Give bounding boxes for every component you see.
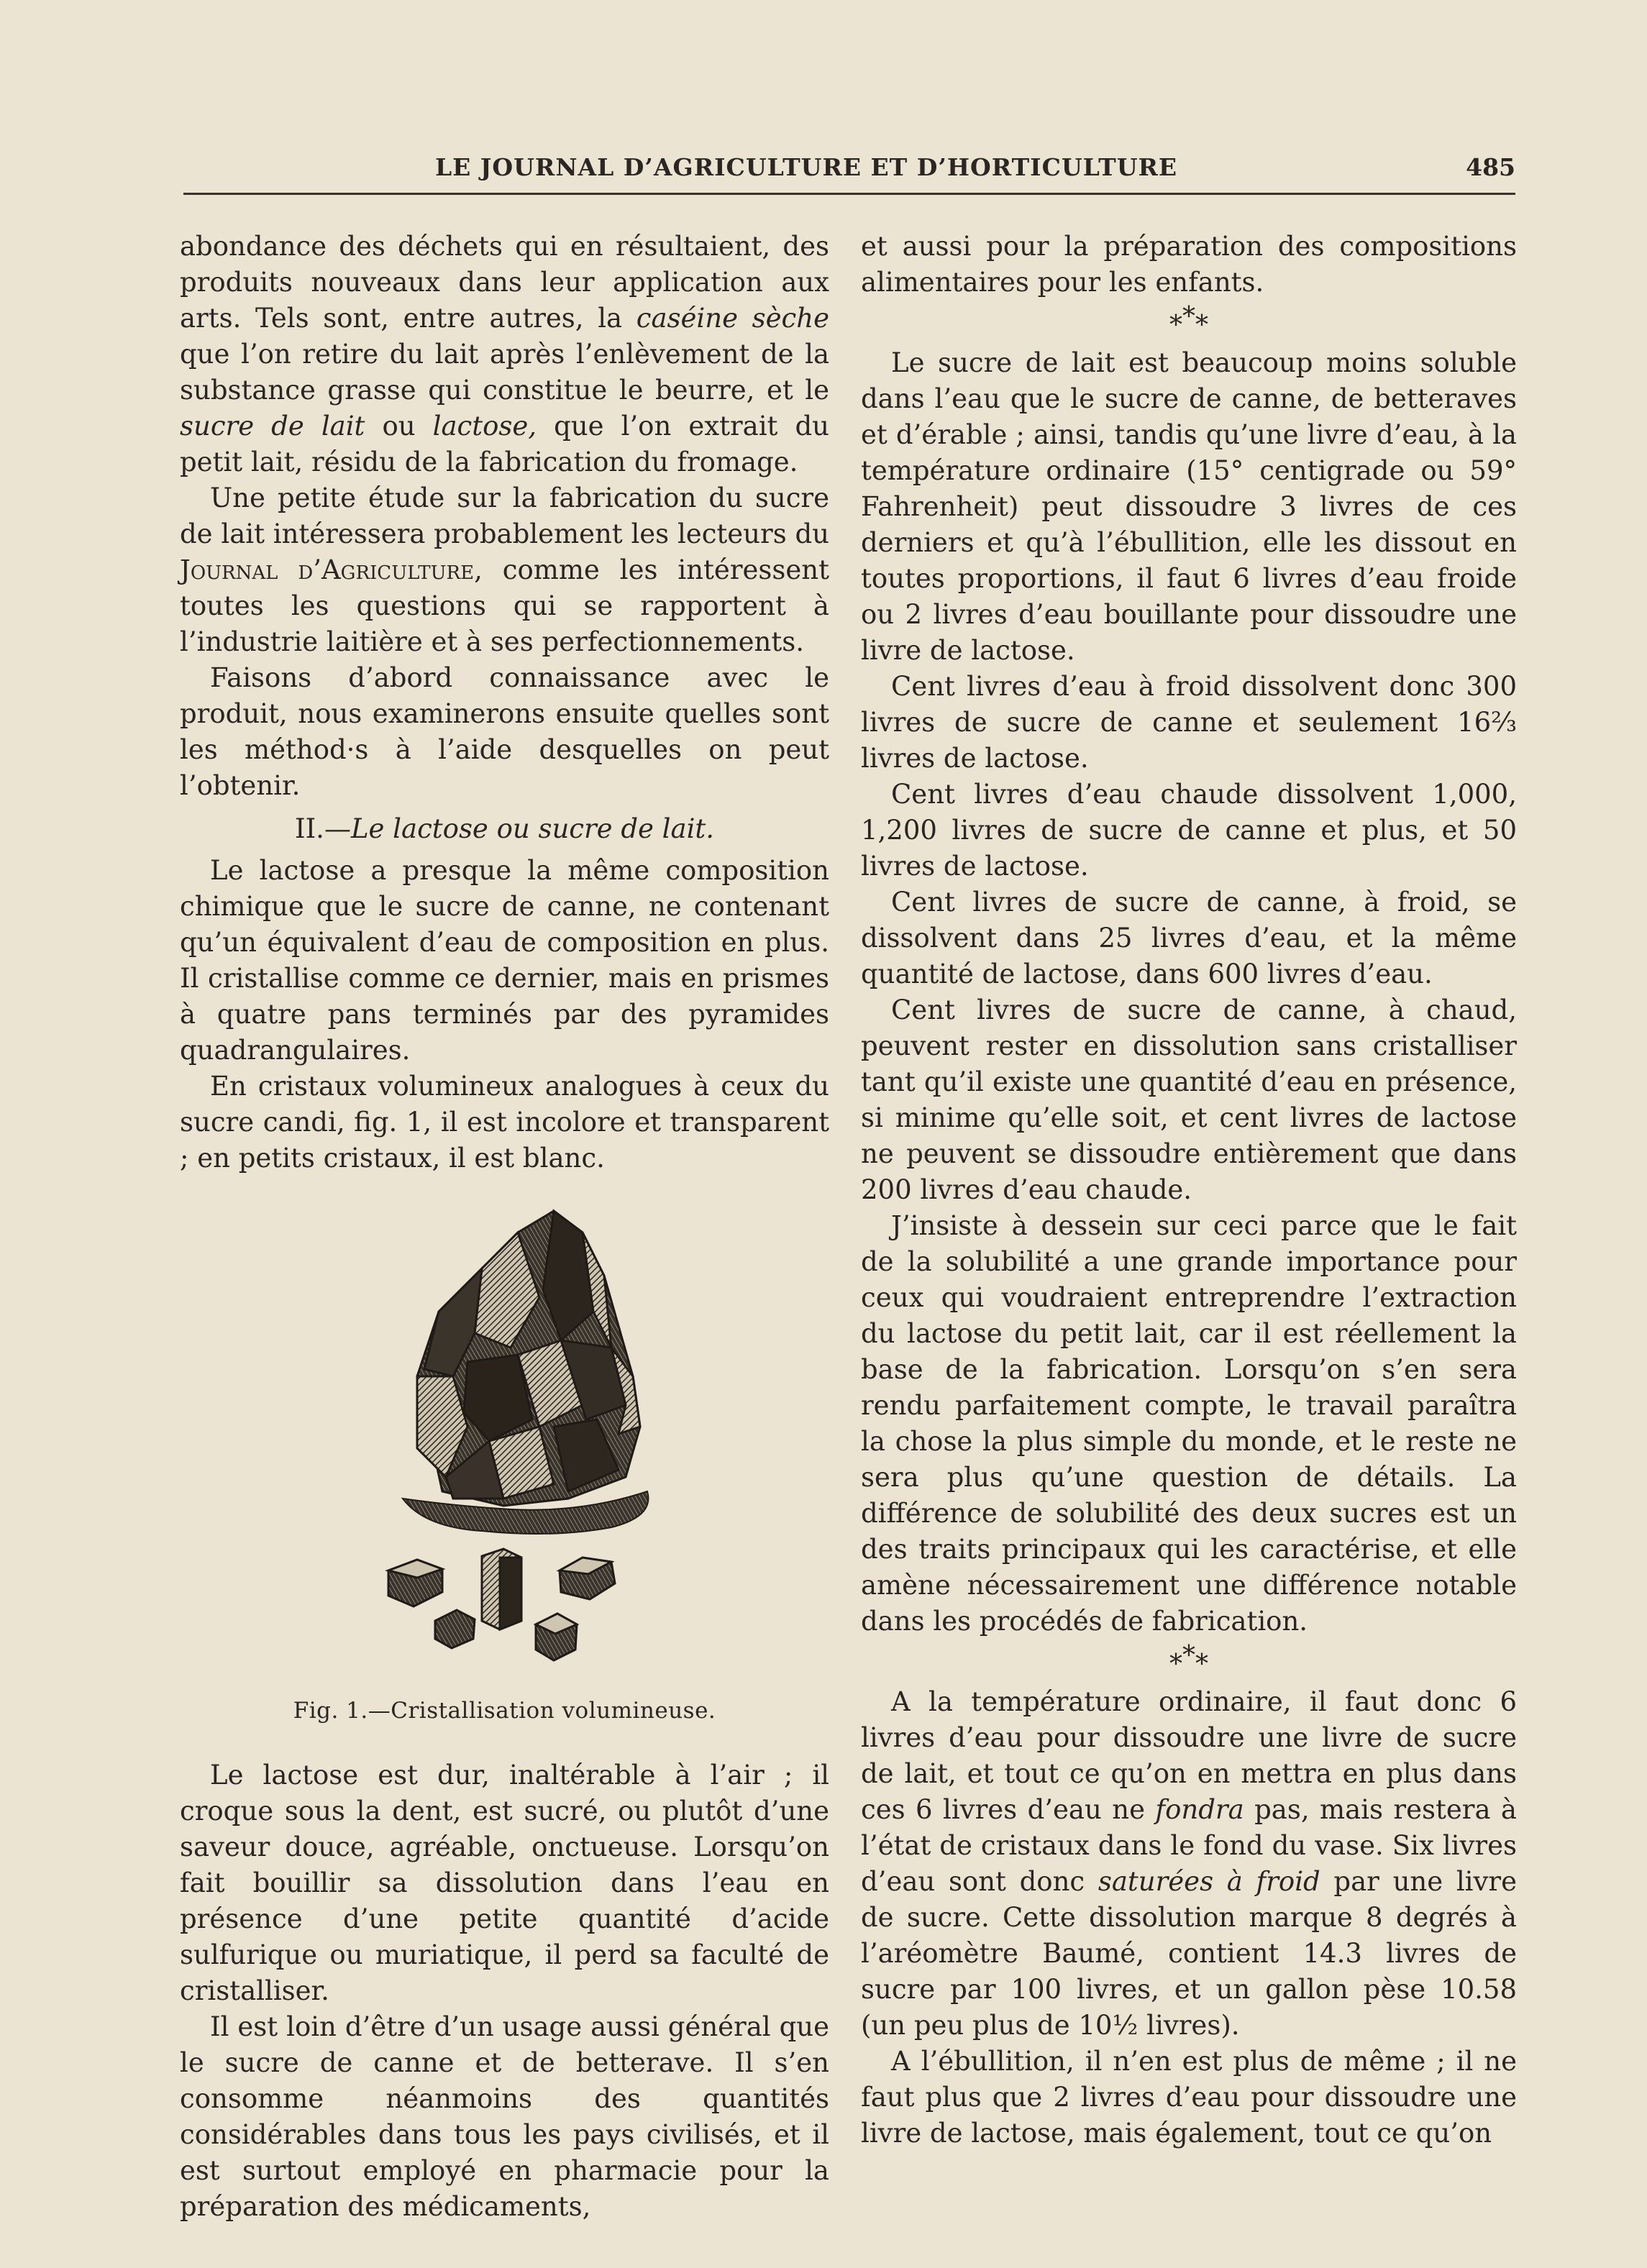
- paragraph: Une petite étude sur la fabrication du sucre de lait intéressera probablement les lecteurs du Journal d’Agriculture, comme les intéressent toutes les questions qui se rapportent à l’industrie laitière et à ses perfectionnements.: [180, 483, 829, 657]
- crystal-cluster: [417, 1211, 640, 1506]
- page-number: 485: [1466, 153, 1515, 181]
- header-rule: [183, 193, 1515, 195]
- paragraph: Le lactose a presque la même composition chimique que le sucre de canne, ne contenant qu’un équivalent d’eau de composition en plus. Il cristallise comme ce dernier, mais en prismes à quatre pans terminés par des pyramides quadrangulaires.: [180, 855, 829, 1066]
- left-column: [180, 229, 829, 2225]
- figure-crystals: [180, 1189, 829, 1757]
- figure-caption: Fig. 1.—Cristallisation volumineuse.: [293, 1698, 716, 1724]
- paragraph: Le lactose est dur, inaltérable à l’air ; il croque sous la dent, est sucré, ou plutôt d’une saveur douce, agréable, onctueuse. Lorsqu’on fait bouillir sa dissolution dans l’eau en présence d’une petite quantité d’acide sulfurique ou muriatique, il perd sa faculté de cristalliser.: [180, 1760, 829, 2006]
- paragraph: En cristaux volumineux analogues à ceux du sucre candi, fig. 1, il est incolore et transparent ; en petits cristaux, il est blanc.: [180, 1071, 829, 1174]
- right-column: [861, 229, 1517, 2152]
- paragraph: J’insiste à dessein sur ceci parce que le fait de la solubilité a une grande importance pour ceux qui voudraient entreprendre l’extraction du lactose du petit lait, car il est réellement la base de la fabrication. Lorsqu’on s’en sera rendu parfaitement compte, le travail paraîtra la chose la plus simple du monde, et le reste ne sera plus qu’une question de détails. La différence de solubilité des deux sucres est un des traits principaux qui les caractérise, et elle amène nécessairement une différence notable dans les procédés de fabrication.: [861, 1210, 1517, 1637]
- asterism: * * *: [1169, 302, 1208, 340]
- paragraph: Cent livres de sucre de canne, à froid, se dissolvent dans 25 livres d’eau, et la même quantité de lactose, dans 600 livres d’eau.: [861, 887, 1517, 989]
- paragraph: A la température ordinaire, il faut donc 6 livres d’eau pour dissoudre une livre de sucre de lait, et tout ce qu’on en mettra en plus dans ces 6 livres d’eau ne fondra pas, mais restera à l’état de cristaux dans le fond du vase. Six livres d’eau sont donc saturées à froid par une livre de sucre. Cette dissolution marque 8 degrés à l’aréomètre Baumé, contient 14.3 livres de sucre par 100 livres, et un gallon pèse 10.58 (un peu plus de 10½ livres).: [861, 1686, 1517, 2041]
- paragraph: Il est loin d’être d’un usage aussi général que le sucre de canne et de betterave. Il s’en consomme néanmoins des quantités considérables dans tous les pays civilisés, et il est surtout employé en pharmacie pour la préparation des médicaments,: [180, 2011, 829, 2222]
- paragraph: Le sucre de lait est beaucoup moins soluble dans l’eau que le sucre de canne, de betteraves et d’érable ; ainsi, tandis qu’une livre d’eau, à la température ordinaire (15° centigrade ou 59° Fahrenheit) peut dissoudre 3 livres de ces derniers et qu’à l’ébullition, elle les dissout en toutes proportions, il faut 6 livres d’eau froide ou 2 livres d’eau bouillante pour dissoudre une livre de lactose.: [861, 347, 1517, 666]
- crystal-engraving: [180, 1189, 829, 1693]
- running-title: LE JOURNAL D’AGRICULTURE ET D’HORTICULTURE: [434, 153, 1178, 181]
- paragraph: et aussi pour la préparation des compositions alimentaires pour les enfants.: [861, 231, 1517, 298]
- small-crystals: [388, 1549, 615, 1660]
- paragraph: Cent livres de sucre de canne, à chaud, peuvent rester en dissolution sans cristalliser tant qu’il existe une quantité d’eau en présence, si minime qu’elle soit, et cent livres de lactose ne peuvent se dissoudre entièrement que dans 200 livres d’eau chaude.: [861, 994, 1517, 1205]
- paragraph: Cent livres d’eau à froid dissolvent donc 300 livres de sucre de canne et seulement 16⅔ livres de lactose.: [861, 671, 1517, 774]
- section-heading: II.—Le lactose ou sucre de lait.: [294, 813, 715, 844]
- paragraph: Faisons d’abord connaissance avec le produit, nous examinerons ensuite quelles sont les méthod·s à l’aide desquelles on peut l’obtenir.: [180, 662, 829, 801]
- paragraph: A l’ébullition, il n’en est plus de même ; il ne faut plus que 2 livres d’eau pour dissoudre une livre de lactose, mais également, tout ce qu’on: [861, 2046, 1517, 2149]
- paragraph: Cent livres d’eau chaude dissolvent 1,000, 1,200 livres de sucre de canne et plus, et 50 livres de lactose.: [861, 779, 1517, 882]
- paragraph: abondance des déchets qui en résultaient, des produits nouveaux dans leur application aux arts. Tels sont, entre autres, la caséine sèche que l’on retire du lait après l’enlèvement de la substance grasse qui constitue le beurre, et le sucre de lait ou lactose, que l’on extrait du petit lait, résidu de la fabrication du fromage.: [180, 231, 829, 477]
- running-head: [183, 153, 1515, 189]
- asterism: * * *: [1169, 1641, 1208, 1679]
